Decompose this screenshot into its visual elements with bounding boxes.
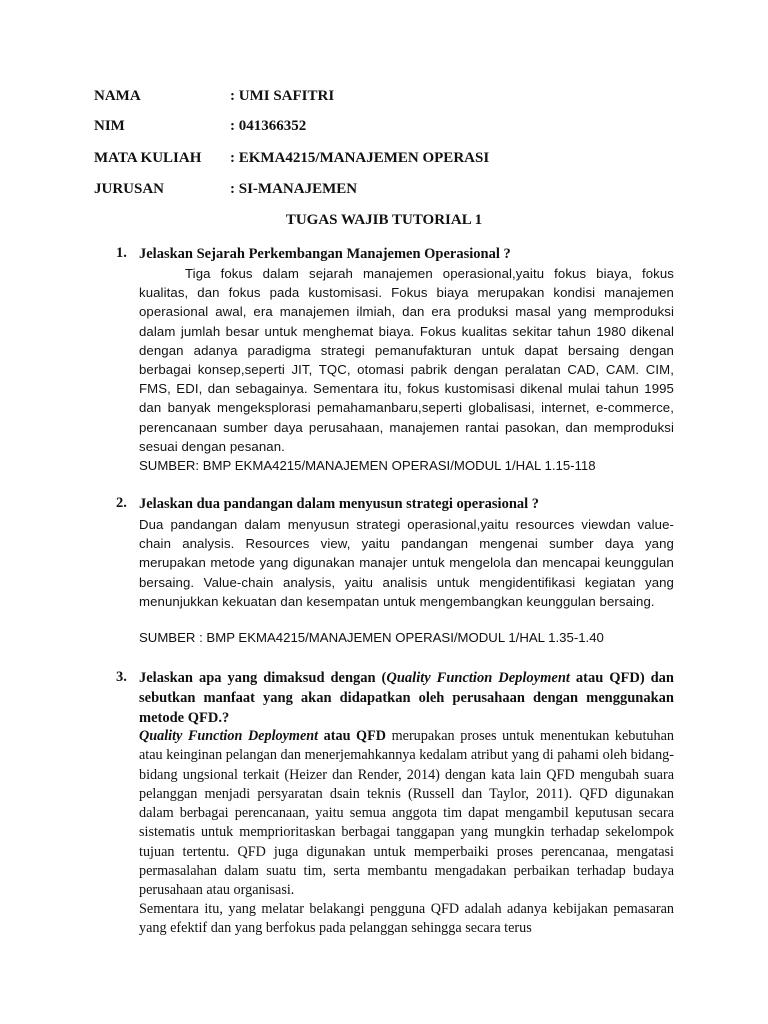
question-number: 1. xyxy=(116,245,127,261)
answer-3-paragraph-1 xyxy=(139,727,674,901)
header-label: NAMA xyxy=(94,88,141,104)
answer-3-paragraph-2: Sementara itu, yang melatar belakangi pengguna QFD adalah adanya kebijakan pemasaran yang efektif dan yang berfokus pada pelanggan sehingga secara terus xyxy=(139,901,674,937)
question-3-text-italic: Quality Function Deployment xyxy=(386,670,570,686)
answer-2: Dua pandangan dalam menyusun strategi operasional,yaitu resources viewdan value-chain analysis. Resources view, yaitu pandangan mengenai sumber daya yang merupakan metode yang digunakan manajer untuk mengelola dan mencapai keunggulan bersaing. Value-chain analysis, yaitu analisis untuk mengidentifikasi kegiatan yang menunjukkan kekuatan dan kesempatan untuk mengembangkan keunggulan bersaing. xyxy=(139,517,674,609)
header-value: : 041366352 xyxy=(230,118,307,134)
question-number: 2. xyxy=(116,495,127,511)
question-3-text-pre: Jelaskan apa yang dimaksud dengan ( xyxy=(139,670,387,686)
header-value: : SI-MANAJEMEN xyxy=(230,181,358,197)
answer-1-source: SUMBER: BMP EKMA4215/MANAJEMEN OPERASI/MODUL 1/HAL 1.15-118 xyxy=(139,458,596,473)
header-value: : UMI SAFITRI xyxy=(230,88,335,104)
question-2-text: Jelaskan dua pandangan dalam menyusun strategi operasional ? xyxy=(139,496,540,512)
answer-2-source: SUMBER : BMP EKMA4215/MANAJEMEN OPERASI/MODUL 1/HAL 1.35-1.40 xyxy=(139,630,604,645)
question-number: 3. xyxy=(116,669,127,685)
header-label: JURUSAN xyxy=(94,181,165,197)
answer-3-body: merupakan proses untuk menentukan kebutuhan atau keinginan pelangan dan menerjemahkannya kedalam atribut yang di pahami oleh bidang-bidang ungsional terkait (Heizer dan Render, 2014) dengan kata lain QFD mengubah suara pelanggan menjadi persyaratan dsain teknis (Russell dan Taylor, 2011). QFD digunakan dalam berbagai perencanaan, yaitu semua anggota tim dapat mengambil keputusan secara sistematis untuk memprioritaskan berbagai tanggapan yang mungkin terhadap sekelompok tujuan tertentu. QFD juga digunakan untuk memperbaiki proses perencanaa, mengatasi permasalahan dalam suatu tim, serta membantu mengadakan perbaikan terhadap budaya perusahaan atau organisasi. xyxy=(139,728,674,899)
question-3-text xyxy=(139,668,674,728)
answer-3-term-italic: Quality Function Deployment xyxy=(139,728,319,744)
header-label: NIM xyxy=(94,118,125,134)
question-1-text: Jelaskan Sejarah Perkembangan Manajemen Operasional ? xyxy=(139,246,511,262)
question-3-text-post: atau QFD) dan sebutkan manfaat yang akan didapatkan oleh perusahaan dengan menggunakan metode QFD.? xyxy=(139,670,674,726)
document-title: TUGAS WAJIB TUTORIAL 1 xyxy=(285,212,483,228)
answer-1: Tiga fokus dalam sejarah manajemen operasional,yaitu fokus biaya, fokus kualitas, dan fokus pada kustomisasi. Fokus biaya merupakan kondisi manajemen operasional awal, era manajemen ilmiah, dan era produksi masal yang memproduksi dalam jumlah besar untuk menghemat biaya. Fokus kualitas sekitar tahun 1980 dikenal dengan adanya paradigma strategi pemanufakturan untuk dapat bersaing dengan berbagai konsep,seperti JIT, TQC, otomasi pabrik dengan peralatan CAD, CAM. CIM, FMS, EDI, dan sebagainya. Sementara itu, fokus kustomisasi dikenal mulai tahun 1995 dan banyak mengeksplorasi pemahamanbaru,seperti globalisasi, internet, e-commerce, perencanaan sumber daya perusahaan, manajemen rantai pasokan, dan memproduksi sesuai dengan pesanan. xyxy=(139,266,674,454)
answer-3-term-bold: atau QFD xyxy=(318,728,387,744)
header-label: MATA KULIAH xyxy=(94,150,202,166)
header-value: : EKMA4215/MANAJEMEN OPERASI xyxy=(230,150,490,166)
